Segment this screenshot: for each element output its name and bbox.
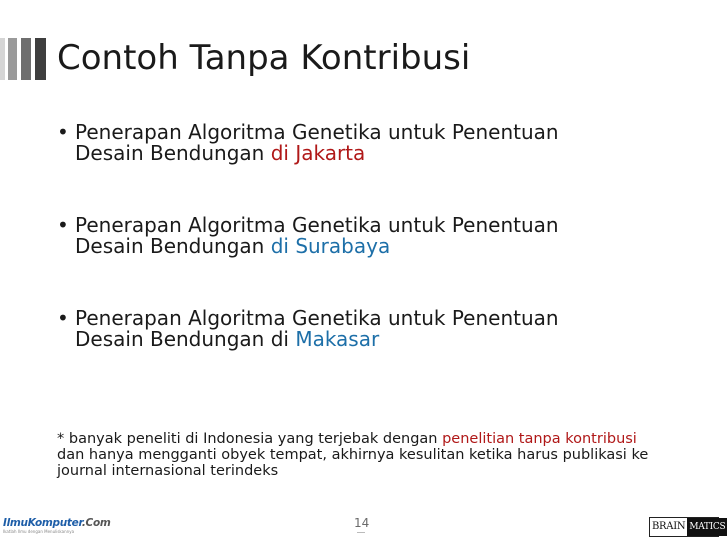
footnote-highlight: penelitian tanpa kontribusi [442,431,637,447]
bullet-dot: • [57,306,69,330]
bullet-item-surabaya [57,215,697,257]
page-number-underline [357,532,365,533]
logo-suffix-text: .Com [81,517,111,529]
bullet-dot: • [57,120,69,144]
decoration-bar [0,38,5,80]
bullet-highlight: Makasar [295,327,380,351]
footnote-text-2: dan hanya mengganti obyek tempat, akhirnya kesulitan ketika harus publikasi ke journal internasional terindeks [57,447,649,479]
decoration-bar [21,38,31,80]
bullet-highlight: di Surabaya [270,234,391,258]
bullet-line1: Penerapan Algoritma Genetika untuk Penentuan [75,213,559,237]
footnote [57,431,657,479]
logo-main-text: IlmuKomputer [3,517,82,529]
bullet-list [57,122,697,401]
decoration-bar [35,38,46,80]
decoration-bar [8,38,17,80]
bullet-item-makasar [57,308,697,350]
footnote-text-1: * banyak peneliti di Indonesia yang terjebak dengan [57,431,443,447]
bullet-line2-prefix: Desain Bendungan [75,234,271,258]
title-decoration-bars [0,38,48,80]
bullet-line2-prefix: Desain Bendungan [75,141,271,165]
page-number: 14 [354,516,370,530]
ilmukomputer-logo [3,517,111,536]
brainmatics-logo [649,517,726,537]
bullet-item-jakarta [57,122,697,164]
slide-title: Contoh Tanpa Kontribusi [57,38,471,78]
bullet-dot: • [57,213,69,237]
logo-tagline: Ikatlah Ilmu dengan Menuliskannya [3,529,75,534]
bullet-line1: Penerapan Algoritma Genetika untuk Penentuan [75,120,559,144]
bullet-line1: Penerapan Algoritma Genetika untuk Penentuan [75,306,559,330]
bullet-highlight: di Jakarta [270,141,366,165]
logo-part-matics: MATICS [687,518,727,536]
logo-part-brain: BRAIN [650,518,687,536]
bullet-line2-prefix: Desain Bendungan di [75,327,296,351]
